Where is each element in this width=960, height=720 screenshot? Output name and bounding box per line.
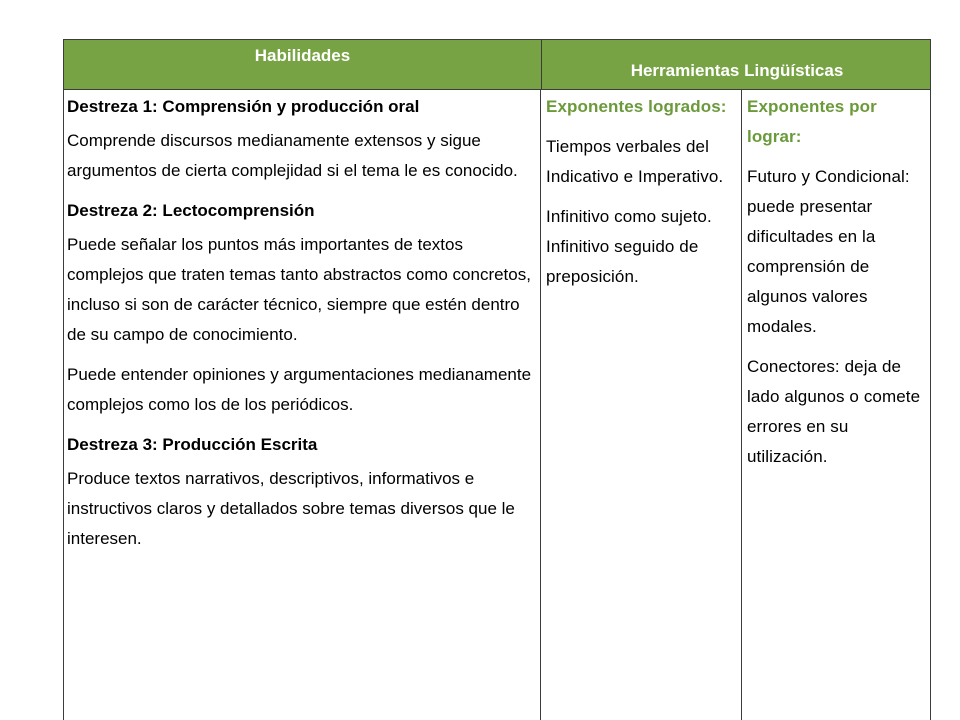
header-habilidades: Habilidades bbox=[254, 46, 351, 65]
habilidades-cell bbox=[67, 92, 537, 564]
header-herramientas: Herramientas Lingüísticas bbox=[630, 61, 844, 80]
destreza-2-text-1: Puede señalar los puntos más importantes de textos complejos que traten temas tanto abstractos como concretos, incluso si son de carácter técnico, siempre que estén dentro de su campo de conocimiento. bbox=[67, 235, 531, 344]
table-header bbox=[63, 39, 931, 90]
exponentes-logrados-cell bbox=[546, 92, 736, 302]
table-border-right bbox=[930, 90, 931, 720]
exponentes-logrados-item-1: Tiempos verbales del Indicativo e Imperativo. bbox=[546, 137, 724, 186]
destreza-3-title: Destreza 3: Producción Escrita bbox=[67, 435, 318, 454]
table-border-left bbox=[63, 90, 64, 720]
destreza-1-text: Comprende discursos medianamente extensos y sigue argumentos de cierta complejidad si el tema le es conocido. bbox=[67, 131, 518, 180]
exponentes-logrados-title: Exponentes logrados: bbox=[546, 97, 727, 116]
skills-table bbox=[63, 39, 931, 720]
destreza-2-title: Destreza 2: Lectocomprensión bbox=[67, 201, 315, 220]
destreza-2-text-2: Puede entender opiniones y argumentaciones medianamente complejos como los de los periódicos. bbox=[67, 365, 532, 414]
exponentes-por-lograr-item-2: Conectores: deja de lado algunos o comete errores en su utilización. bbox=[747, 357, 921, 466]
exponentes-logrados-item-2: Infinitivo como sujeto. Infinitivo seguido de preposición. bbox=[546, 207, 712, 286]
destreza-1-title: Destreza 1: Comprensión y producción oral bbox=[67, 97, 420, 116]
exponentes-por-lograr-cell bbox=[747, 92, 927, 482]
exponentes-por-lograr-item-1: Futuro y Condicional: puede presentar dificultades en la comprensión de algunos valores modales. bbox=[747, 167, 910, 336]
exponentes-por-lograr-title: Exponentes por lograr: bbox=[747, 97, 877, 146]
column-divider-1 bbox=[540, 90, 541, 720]
destreza-3-text: Produce textos narrativos, descriptivos, informativos e instructivos claros y detallados sobre temas diversos que le interesen. bbox=[67, 469, 515, 548]
column-divider-2 bbox=[741, 90, 742, 720]
